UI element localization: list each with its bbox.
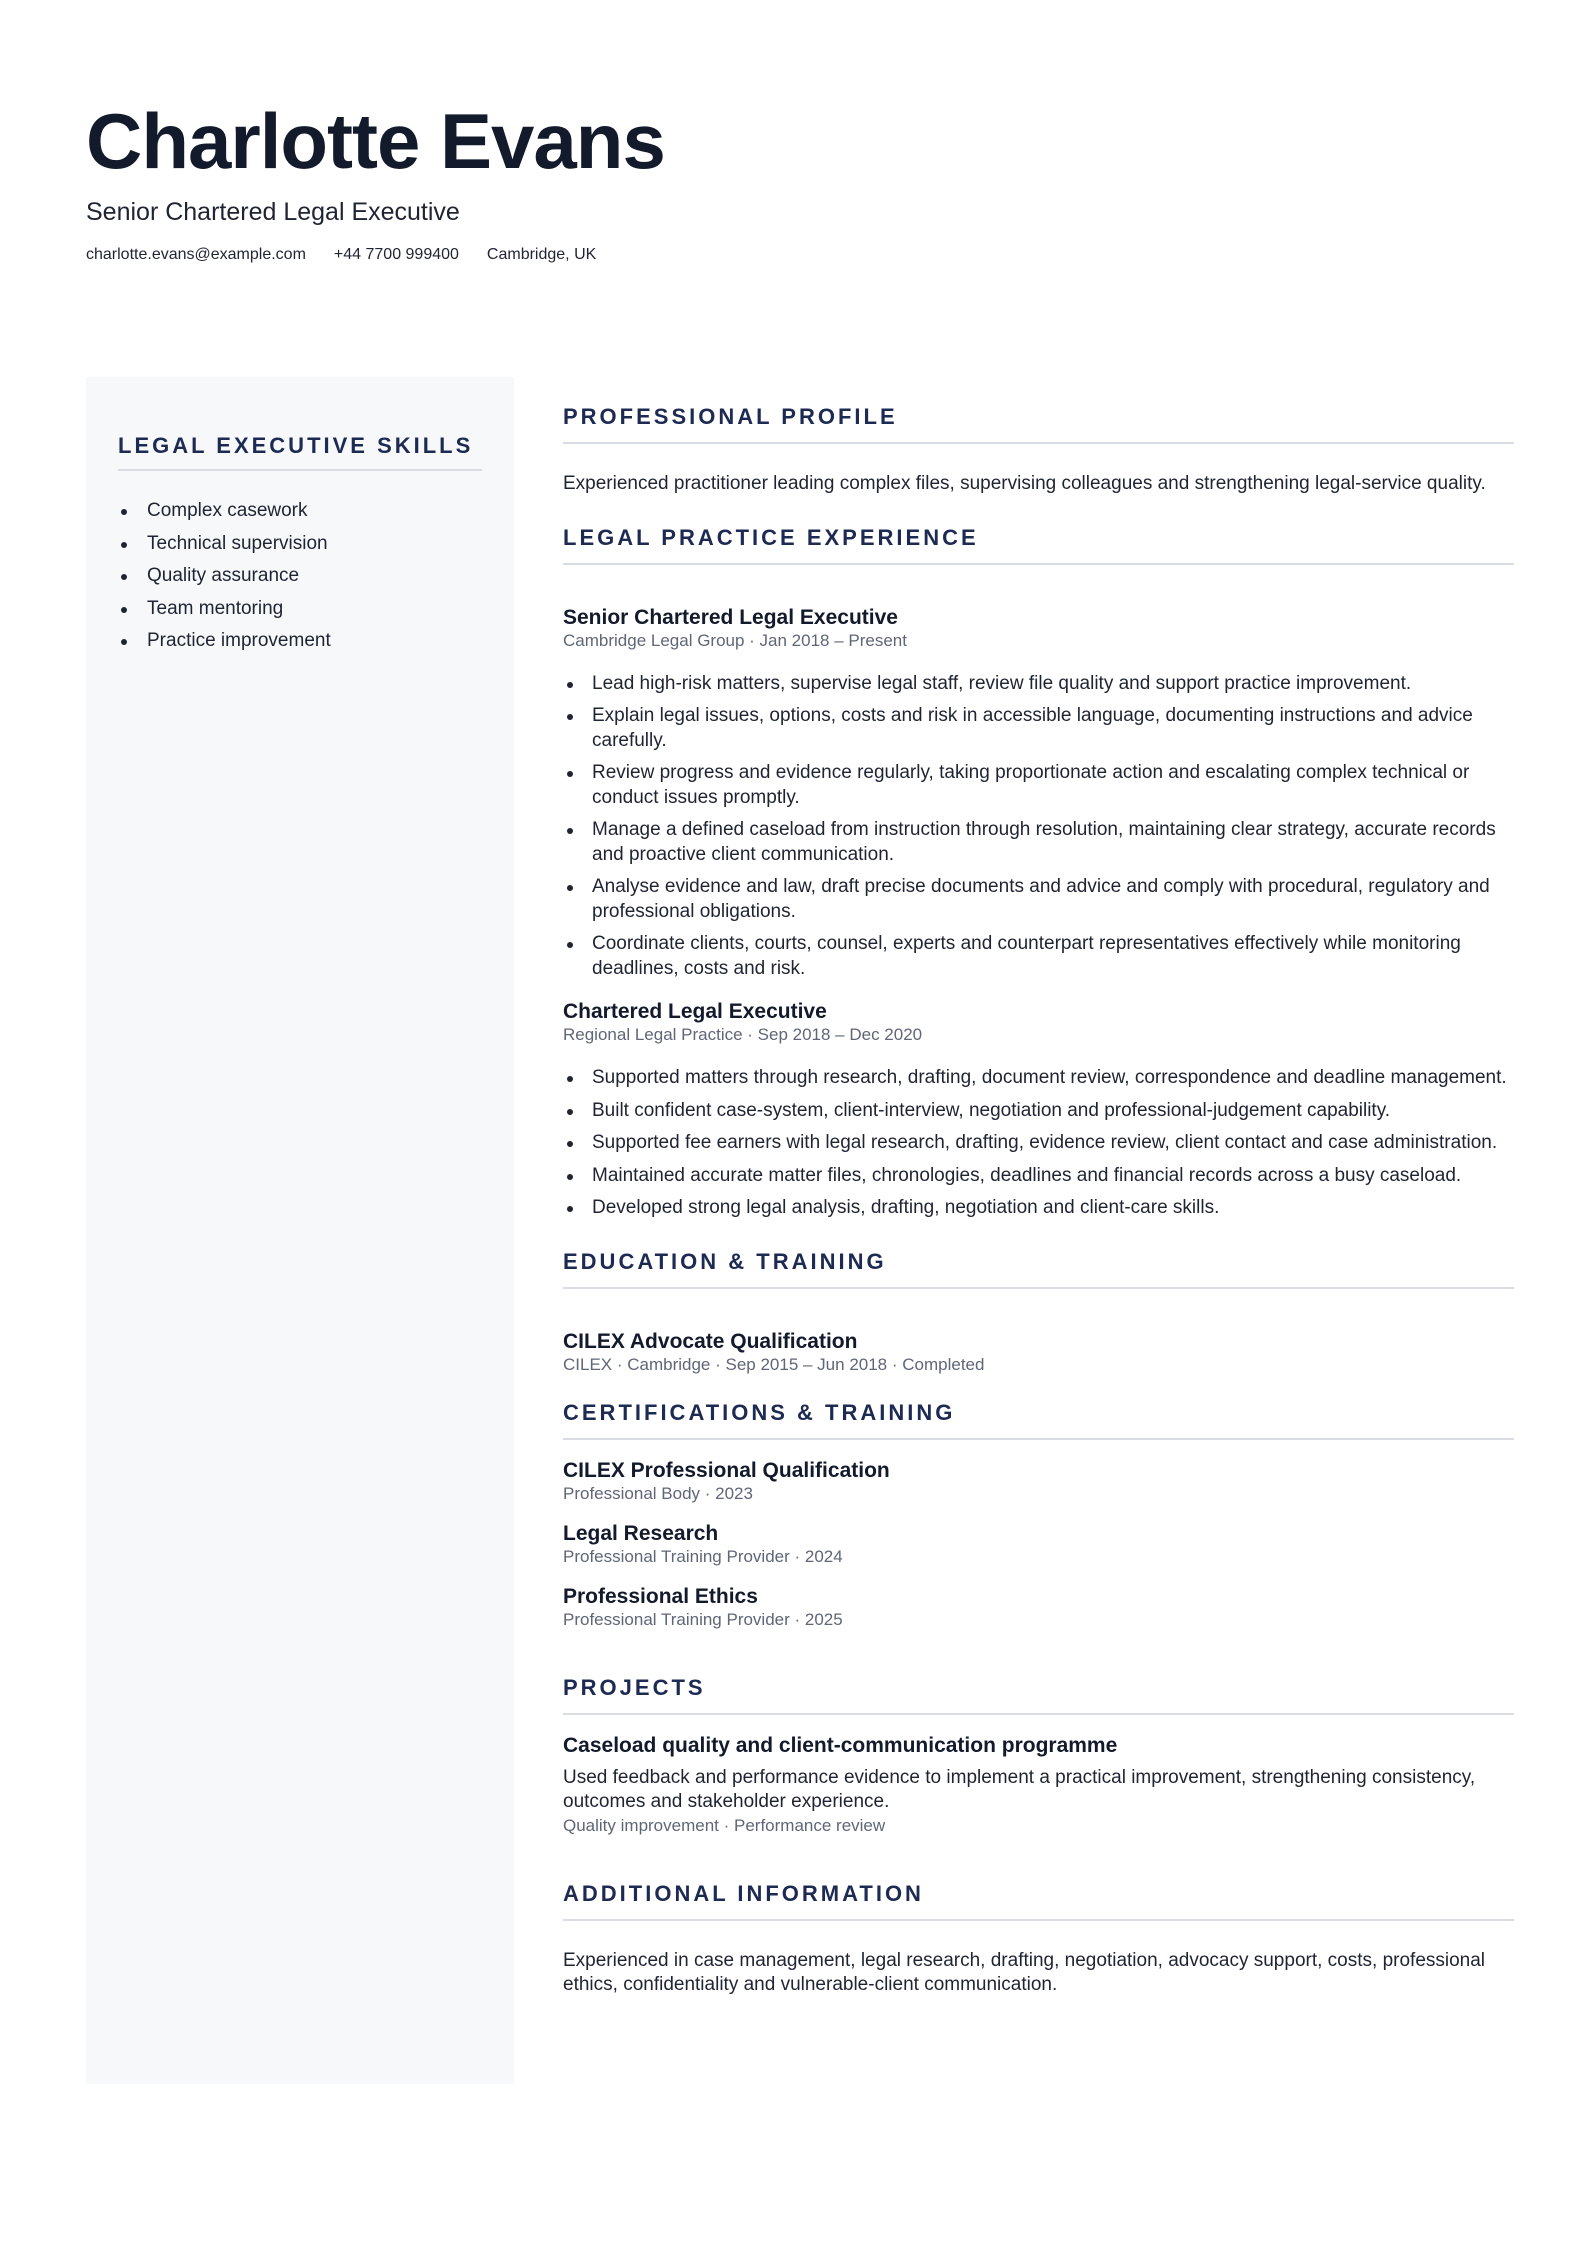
skills-heading: LEGAL EXECUTIVE SKILLS <box>118 433 482 471</box>
certification-entry <box>563 1458 1514 1505</box>
education-entry <box>563 1329 1514 1376</box>
skill-item: Complex casework <box>118 495 482 528</box>
job-bullets <box>563 672 1514 982</box>
project-entry <box>563 1733 1514 1837</box>
skills-list <box>118 495 482 658</box>
main-column <box>563 404 1514 1998</box>
job-entry <box>563 999 1514 1221</box>
certification-title: Professional Ethics <box>563 1584 758 1608</box>
projects-heading: PROJECTS <box>563 1675 1514 1715</box>
education-heading: EDUCATION & TRAINING <box>563 1249 1514 1289</box>
job-bullet: Developed strong legal analysis, drafting, negotiation and client-care skills. <box>563 1196 1514 1221</box>
job-bullet: Maintained accurate matter files, chronologies, deadlines and financial records across a busy caseload. <box>563 1164 1514 1189</box>
job-meta: Regional Legal Practice · Sep 2018 – Dec 2020 <box>563 1025 923 1044</box>
certifications-section <box>563 1400 1514 1631</box>
certification-meta: Professional Training Provider · 2025 <box>563 1609 843 1629</box>
skill-item: Team mentoring <box>118 593 482 626</box>
certification-entry <box>563 1584 1514 1631</box>
experience-heading: LEGAL PRACTICE EXPERIENCE <box>563 525 1514 565</box>
profile-section <box>563 404 1514 497</box>
project-meta: Quality improvement · Performance review <box>563 1815 886 1835</box>
certification-entry <box>563 1521 1514 1568</box>
profile-text: Experienced practitioner leading complex files, supervising colleagues and strengthening legal-service quality. <box>563 473 1486 494</box>
resume-header <box>86 96 1506 264</box>
certification-meta: Professional Training Provider · 2024 <box>563 1546 843 1566</box>
education-title: CILEX Advocate Qualification <box>563 1329 858 1353</box>
profile-heading: PROFESSIONAL PROFILE <box>563 404 1514 444</box>
contact-location: Cambridge, UK <box>486 246 597 263</box>
contact-line <box>86 246 1506 264</box>
certification-title: CILEX Professional Qualification <box>563 1458 890 1482</box>
contact-phone[interactable]: +44 7700 999400 <box>333 246 459 263</box>
contact-email[interactable]: charlotte.evans@example.com <box>86 246 306 263</box>
skill-item: Technical supervision <box>118 528 482 561</box>
job-bullet: Analyse evidence and law, draft precise documents and advice and comply with procedural, regulatory and professional obligations. <box>563 875 1514 924</box>
education-meta: CILEX · Cambridge · Sep 2015 – Jun 2018 · Completed <box>563 1354 985 1374</box>
additional-text: Experienced in case management, legal research, drafting, negotiation, advocacy support, costs, professional ethics, confidentiality and vulnerable-client communication. <box>563 1949 1486 1995</box>
project-description: Used feedback and performance evidence to implement a practical improvement, strengthening consistency, outcomes and stakeholder experience. <box>563 1766 1476 1812</box>
certification-meta: Professional Body · 2023 <box>563 1483 753 1503</box>
job-bullet: Manage a defined caseload from instruction through resolution, maintaining clear strategy, accurate records and proactive client communication. <box>563 818 1514 867</box>
education-section <box>563 1249 1514 1376</box>
job-title: Senior Chartered Legal Executive <box>563 605 898 629</box>
job-bullet: Coordinate clients, courts, counsel, experts and counterpart representatives effectively while monitoring deadlines, costs and risk. <box>563 932 1514 981</box>
candidate-title: Senior Chartered Legal Executive <box>86 198 460 226</box>
job-bullet: Supported matters through research, drafting, document review, correspondence and deadline management. <box>563 1066 1514 1091</box>
job-bullet: Review progress and evidence regularly, taking proportionate action and escalating complex technical or conduct issues promptly. <box>563 761 1514 810</box>
job-meta: Cambridge Legal Group · Jan 2018 – Present <box>563 630 907 650</box>
job-bullet: Built confident case-system, client-interview, negotiation and professional-judgement capability. <box>563 1099 1514 1124</box>
skills-sidebar <box>86 377 514 2084</box>
job-title: Chartered Legal Executive <box>563 1000 827 1023</box>
candidate-name: Charlotte Evans <box>86 97 665 185</box>
job-bullets <box>563 1066 1514 1221</box>
skill-item: Practice improvement <box>118 625 482 658</box>
additional-section <box>563 1881 1514 1998</box>
job-bullet: Explain legal issues, options, costs and risk in accessible language, documenting instructions and advice carefully. <box>563 704 1514 753</box>
experience-section <box>563 525 1514 1221</box>
skill-item: Quality assurance <box>118 560 482 593</box>
projects-section <box>563 1675 1514 1837</box>
project-title: Caseload quality and client-communication programme <box>563 1733 1118 1757</box>
job-bullet: Supported fee earners with legal research, drafting, evidence review, client contact and case administration. <box>563 1131 1514 1156</box>
job-bullet: Lead high-risk matters, supervise legal staff, review file quality and support practice improvement. <box>563 672 1514 697</box>
job-entry <box>563 605 1514 982</box>
additional-heading: ADDITIONAL INFORMATION <box>563 1881 1514 1921</box>
certification-title: Legal Research <box>563 1521 719 1545</box>
certifications-heading: CERTIFICATIONS & TRAINING <box>563 1400 1514 1440</box>
